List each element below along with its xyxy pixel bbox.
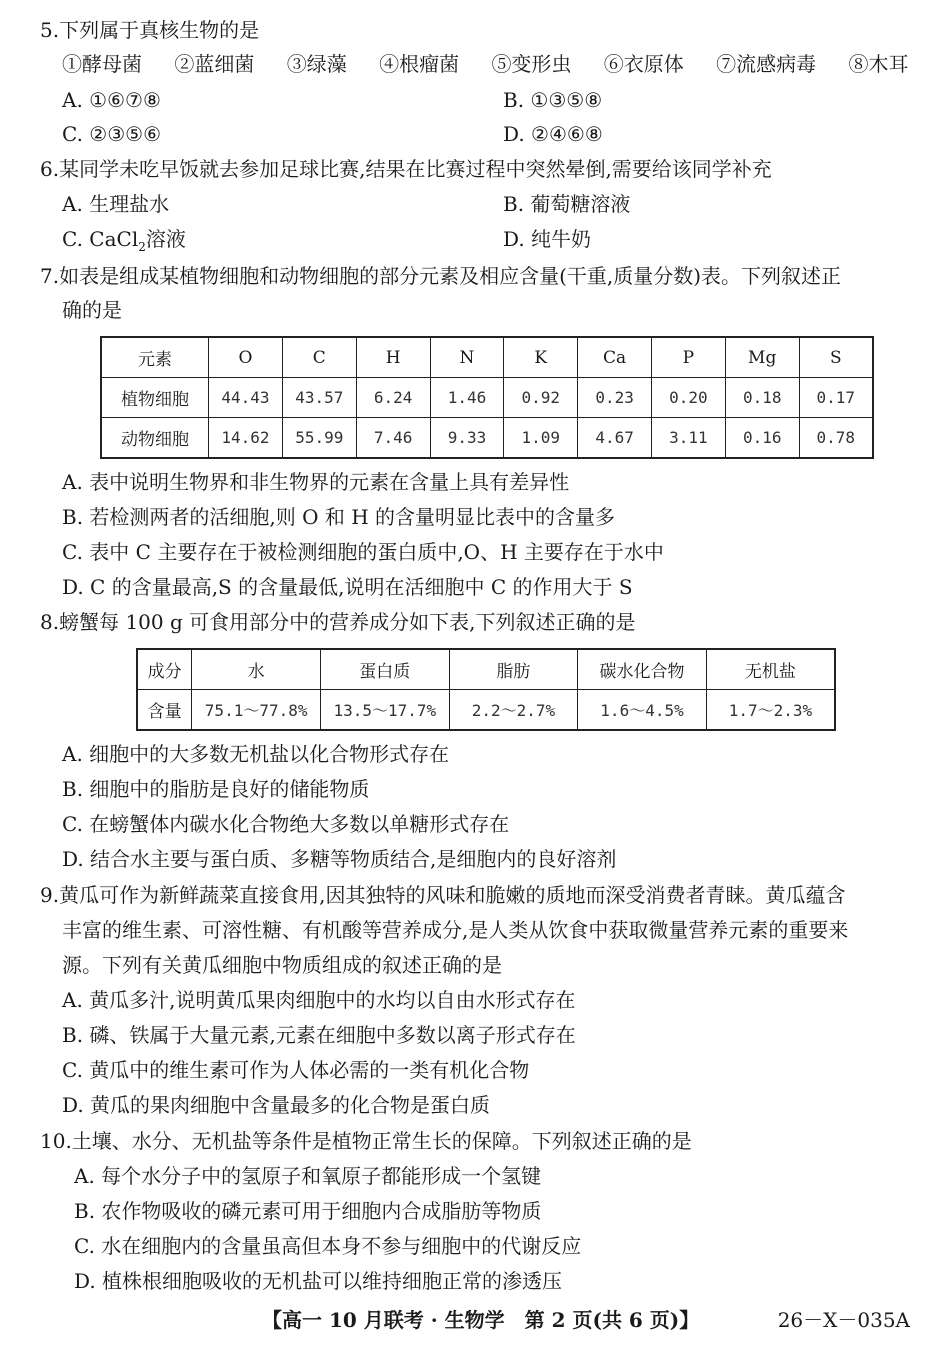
q5-item: ⑦流感病毒	[716, 52, 817, 76]
q8-option-c: C. 在螃蟹体内碳水化合物绝大多数以单糖形式存在	[62, 812, 510, 836]
q6-option-a: A. 生理盐水	[62, 192, 170, 216]
table-cell: 0.17	[799, 378, 873, 418]
table-cell: 14.62	[209, 418, 283, 459]
table-row-label: 植物细胞	[101, 378, 209, 418]
table-cell: 2.2～2.7%	[449, 690, 578, 731]
table-header-cell: 脂肪	[449, 649, 578, 690]
q6-stem: 6.某同学未吃早饭就去参加足球比赛,结果在比赛过程中突然晕倒,需要给该同学补充	[40, 157, 772, 181]
table-cell: 0.18	[725, 378, 799, 418]
q5-item: ④根瘤菌	[379, 52, 460, 76]
table-cell: 0.20	[651, 378, 725, 418]
table-cell: 44.43	[209, 378, 283, 418]
table-cell: 7.46	[356, 418, 430, 459]
q7-stem-line-1: 7.如表是组成某植物细胞和动物细胞的部分元素及相应含量(干重,质量分数)表。下列叙述正	[40, 264, 842, 288]
q6-option-b: B. 葡萄糖溶液	[503, 192, 631, 216]
table-cell: 4.67	[578, 418, 652, 459]
table-header-cell: P	[651, 337, 725, 378]
table-header-row	[137, 649, 835, 690]
table-cell: 1.7～2.3%	[706, 690, 835, 731]
page-footer-title: 【高一 10 月联考 · 生物学 第 2 页(共 6 页)】	[262, 1308, 700, 1332]
table-header-cell: 成分	[137, 649, 192, 690]
q8-stem: 8.螃蟹每 100 g 可食用部分中的营养成分如下表,下列叙述正确的是	[40, 610, 636, 634]
q7-option-c: C. 表中 C 主要存在于被检测细胞的蛋白质中,O、H 主要存在于水中	[62, 540, 664, 564]
q7-option-a: A. 表中说明生物界和非生物界的元素在含量上具有差异性	[62, 470, 570, 494]
q5-option-d: D. ②④⑥⑧	[503, 122, 603, 146]
table-row	[101, 418, 873, 459]
q5-item: ⑧木耳	[848, 52, 909, 76]
table-cell: 13.5～17.7%	[320, 690, 449, 731]
table-header-cell: K	[504, 337, 578, 378]
q7-stem-line-2: 确的是	[62, 298, 122, 322]
table-header-cell: C	[282, 337, 356, 378]
table-cell: 55.99	[282, 418, 356, 459]
q5-item: ③绿藻	[286, 52, 347, 76]
table-cell: 9.33	[430, 418, 504, 459]
table-cell: 0.78	[799, 418, 873, 459]
table-header-row	[101, 337, 873, 378]
table-row	[137, 690, 835, 731]
q5-option-a: A. ①⑥⑦⑧	[62, 88, 161, 112]
q5-item: ⑥衣原体	[603, 52, 684, 76]
table-cell: 1.46	[430, 378, 504, 418]
q9-option-d: D. 黄瓜的果肉细胞中含量最多的化合物是蛋白质	[62, 1093, 491, 1117]
q10-option-d: D. 植株根细胞吸收的无机盐可以维持细胞正常的渗透压	[74, 1269, 563, 1293]
q9-stem-line-1: 9.黄瓜可作为新鲜蔬菜直接食用,因其独特的风味和脆嫩的质地而深受消费者青睐。黄瓜蕴含	[40, 883, 846, 907]
q8-option-b: B. 细胞中的脂肪是良好的储能物质	[62, 777, 370, 801]
table-cell: 75.1～77.8%	[192, 690, 321, 731]
q5-item: ⑤变形虫	[491, 52, 572, 76]
q6-option-c-suffix: 溶液	[145, 227, 186, 251]
table-header-cell: 无机盐	[706, 649, 835, 690]
table-header-cell: O	[209, 337, 283, 378]
q10-option-c: C. 水在细胞内的含量虽高但本身不参与细胞中的代谢反应	[74, 1234, 582, 1258]
q8-nutrition-table	[136, 648, 836, 731]
table-header-cell: 水	[192, 649, 321, 690]
q5-option-b: B. ①③⑤⑧	[503, 88, 603, 112]
table-header-cell: H	[356, 337, 430, 378]
q8-option-d: D. 结合水主要与蛋白质、多糖等物质结合,是细胞内的良好溶剂	[62, 847, 617, 871]
table-header-cell: 碳水化合物	[578, 649, 707, 690]
table-cell: 0.92	[504, 378, 578, 418]
table-cell: 1.09	[504, 418, 578, 459]
table-header-cell: 元素	[101, 337, 209, 378]
table-header-cell: 蛋白质	[320, 649, 449, 690]
table-row-label: 动物细胞	[101, 418, 209, 459]
q6-option-c-subscript: 2	[138, 240, 146, 254]
q9-option-b: B. 磷、铁属于大量元素,元素在细胞中多数以离子形式存在	[62, 1023, 576, 1047]
q5-stem: 5.下列属于真核生物的是	[40, 18, 260, 42]
table-cell: 0.23	[578, 378, 652, 418]
q6-option-d: D. 纯牛奶	[503, 227, 592, 251]
q5-item: ①酵母菌	[62, 52, 142, 76]
q9-stem-line-3: 源。下列有关黄瓜细胞中物质组成的叙述正确的是	[62, 953, 502, 977]
q6-option-c-prefix: C. CaCl	[62, 227, 139, 251]
table-cell: 43.57	[282, 378, 356, 418]
q5-items	[62, 50, 909, 78]
table-row	[101, 378, 873, 418]
table-header-cell: N	[430, 337, 504, 378]
table-header-cell: S	[799, 337, 873, 378]
q7-option-d: D. C 的含量最高,S 的含量最低,说明在活细胞中 C 的作用大于 S	[62, 575, 633, 599]
q10-option-b: B. 农作物吸收的磷元素可用于细胞内合成脂肪等物质	[74, 1199, 542, 1223]
q9-option-a: A. 黄瓜多汁,说明黄瓜果肉细胞中的水均以自由水形式存在	[62, 988, 576, 1012]
q5-option-c: C. ②③⑤⑥	[62, 122, 162, 146]
q10-stem: 10.土壤、水分、无机盐等条件是植物正常生长的保障。下列叙述正确的是	[40, 1129, 692, 1153]
q5-item: ②蓝细菌	[174, 52, 255, 76]
q10-option-a: A. 每个水分子中的氢原子和氧原子都能形成一个氢键	[74, 1164, 542, 1188]
q7-element-table	[100, 336, 874, 459]
q6-option-c	[62, 225, 186, 253]
q7-option-b: B. 若检测两者的活细胞,则 O 和 H 的含量明显比表中的含量多	[62, 505, 616, 529]
q8-option-a: A. 细胞中的大多数无机盐以化合物形式存在	[62, 742, 450, 766]
table-cell: 0.16	[725, 418, 799, 459]
table-header-cell: Mg	[725, 337, 799, 378]
table-cell: 3.11	[651, 418, 725, 459]
page-footer-code: 26－X－035A	[777, 1308, 910, 1332]
table-cell: 6.24	[356, 378, 430, 418]
q9-stem-line-2: 丰富的维生素、可溶性糖、有机酸等营养成分,是人类从饮食中获取微量营养元素的重要来	[62, 918, 849, 942]
q9-option-c: C. 黄瓜中的维生素可作为人体必需的一类有机化合物	[62, 1058, 530, 1082]
table-cell: 1.6～4.5%	[578, 690, 707, 731]
table-row-label: 含量	[137, 690, 192, 731]
table-header-cell: Ca	[578, 337, 652, 378]
